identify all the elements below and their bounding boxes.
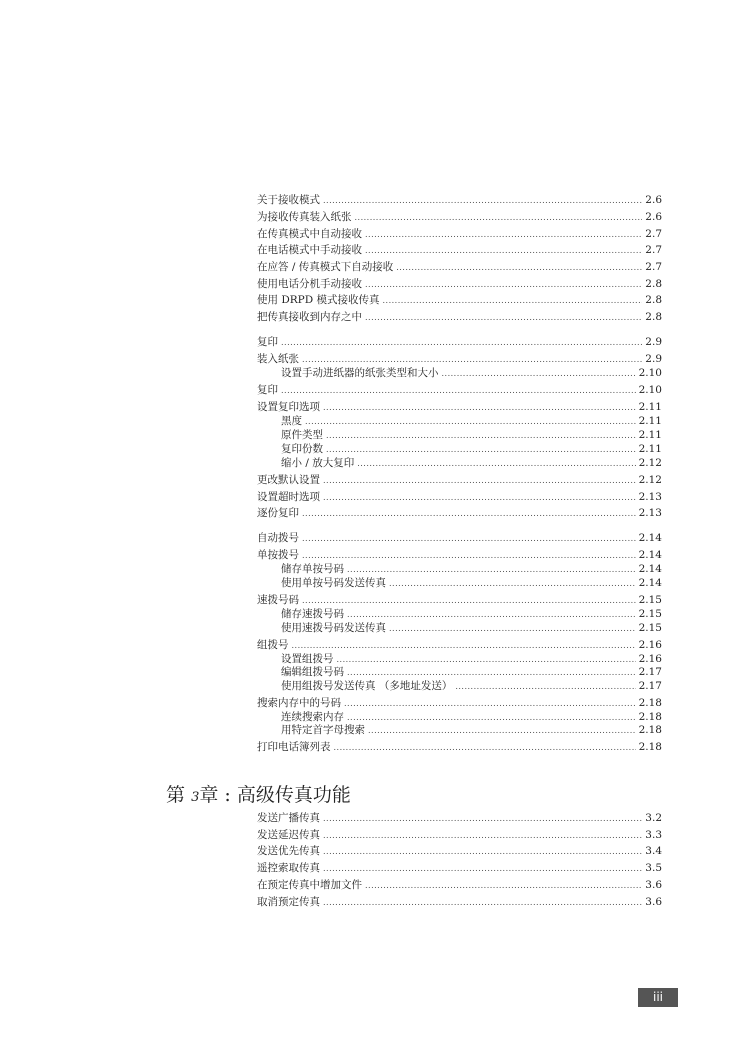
toc-subentry[interactable] <box>281 652 662 666</box>
dot-leader <box>302 507 636 521</box>
dot-leader <box>302 594 636 608</box>
dot-leader <box>302 549 636 563</box>
toc-entry-title: 储存速拨号码 <box>281 608 344 620</box>
toc-subentry[interactable] <box>281 366 662 380</box>
toc-entry-page: 2.17 <box>638 680 662 692</box>
dot-leader <box>368 724 636 738</box>
toc-entry[interactable] <box>257 335 662 349</box>
toc-subentry[interactable] <box>281 442 662 456</box>
toc-entry[interactable] <box>257 593 662 607</box>
toc-entry-page: 2.10 <box>638 384 662 396</box>
toc-entry-page: 2.12 <box>638 474 662 486</box>
dot-leader <box>365 879 642 893</box>
toc-subentry[interactable] <box>281 679 662 693</box>
toc-entry-title: 更改默认设置 <box>257 474 320 486</box>
toc-entry-title: 复印 <box>257 336 278 348</box>
toc-entry[interactable] <box>257 293 662 307</box>
toc-entry-title: 原件类型 <box>281 429 323 441</box>
toc-subentry[interactable] <box>281 723 662 737</box>
toc-entry[interactable] <box>257 383 662 397</box>
toc-entry-title: 使用电话分机手动接收 <box>257 278 362 290</box>
chapter-number: 3 <box>191 790 200 805</box>
toc-entry[interactable] <box>257 548 662 562</box>
toc-entry-page: 2.6 <box>645 211 662 223</box>
toc-entry-page: 2.18 <box>638 741 662 753</box>
toc-entry-title: 装入纸张 <box>257 353 299 365</box>
toc-entry[interactable] <box>257 210 662 224</box>
toc-entry-title: 缩小 / 放大复印 <box>281 457 355 469</box>
dot-leader <box>396 261 642 275</box>
toc-entry-page: 2.17 <box>638 666 662 678</box>
toc-entry-page: 3.4 <box>645 845 662 857</box>
toc-entry[interactable] <box>257 490 662 504</box>
toc-subentry[interactable] <box>281 621 662 635</box>
toc-entry[interactable] <box>257 638 662 652</box>
dot-leader <box>323 194 642 208</box>
toc-entry-title: 在传真模式中自动接收 <box>257 228 362 240</box>
toc-subentry[interactable] <box>281 414 662 428</box>
dot-leader <box>323 474 636 488</box>
dot-leader <box>355 211 643 225</box>
dot-leader <box>455 680 635 694</box>
toc-entry-page: 2.11 <box>638 443 662 455</box>
toc-entry-page: 3.5 <box>645 862 662 874</box>
toc-entry-page: 2.13 <box>638 491 662 503</box>
toc-entry-title: 设置复印选项 <box>257 401 320 413</box>
toc-entry-page: 2.16 <box>638 653 662 665</box>
toc-entry-title: 发送优先传真 <box>257 845 320 857</box>
toc-entry-page: 3.2 <box>645 812 662 824</box>
toc-entry[interactable] <box>257 400 662 414</box>
toc-entry-title: 发送广播传真 <box>257 812 320 824</box>
toc-entry-page: 2.8 <box>645 294 662 306</box>
toc-entry-title: 复印份数 <box>281 443 323 455</box>
toc-entry-title: 储存单按号码 <box>281 563 344 575</box>
toc-entry-page: 2.6 <box>645 194 662 206</box>
toc-entry-title: 发送延迟传真 <box>257 829 320 841</box>
dot-leader <box>326 443 636 457</box>
toc-entry-page: 2.13 <box>638 507 662 519</box>
toc-entry-page: 2.14 <box>638 563 662 575</box>
toc-entry-page: 2.18 <box>638 711 662 723</box>
toc-entry-page: 3.3 <box>645 829 662 841</box>
dot-leader <box>357 457 635 471</box>
toc-entry-page: 2.7 <box>645 261 662 273</box>
dot-leader <box>389 577 636 591</box>
toc-entry-title: 设置手动进纸器的纸张类型和大小 <box>281 367 439 379</box>
dot-leader <box>347 563 636 577</box>
dot-leader <box>365 228 642 242</box>
toc-entry-title: 使用速拨号码发送传真 <box>281 622 386 634</box>
toc-entry-title: 单按拨号 <box>257 549 299 561</box>
dot-leader <box>302 532 636 546</box>
toc-entry-title: 把传真接收到内存之中 <box>257 311 362 323</box>
dot-leader <box>347 666 636 680</box>
dot-leader <box>305 415 636 429</box>
chapter-heading <box>166 782 351 811</box>
toc-subentry[interactable] <box>281 428 662 442</box>
dot-leader <box>334 741 636 755</box>
toc-entry-title: 关于接收模式 <box>257 194 320 206</box>
dot-leader <box>365 278 642 292</box>
dot-leader <box>323 845 642 859</box>
dot-leader <box>365 244 642 258</box>
dot-leader <box>281 336 642 350</box>
toc-entry-page: 2.14 <box>638 549 662 561</box>
toc-entry-page: 2.15 <box>638 622 662 634</box>
toc-entry[interactable] <box>257 260 662 274</box>
toc-entry[interactable] <box>257 531 662 545</box>
toc-entry-title: 编辑组拨号码 <box>281 666 344 678</box>
toc-subentry[interactable] <box>281 710 662 724</box>
toc-entry-page: 2.16 <box>638 639 662 651</box>
toc-entry-title: 组拨号 <box>257 639 289 651</box>
toc-entry[interactable] <box>257 193 662 207</box>
toc-entry-title: 设置组拨号 <box>281 653 334 665</box>
dot-leader <box>302 353 642 367</box>
dot-leader <box>389 622 636 636</box>
toc-entry-title: 为接收传真装入纸张 <box>257 211 352 223</box>
toc-entry[interactable] <box>257 352 662 366</box>
toc-entry-title: 自动拨号 <box>257 532 299 544</box>
toc-entry-title: 搜索内存中的号码 <box>257 697 341 709</box>
toc-entry[interactable] <box>257 828 662 842</box>
toc-subentry[interactable] <box>281 576 662 590</box>
toc-entry-page: 3.6 <box>645 879 662 891</box>
toc-entry-title: 用特定首字母搜索 <box>281 724 365 736</box>
dot-leader <box>344 697 636 711</box>
toc-entry[interactable] <box>257 696 662 710</box>
toc-entry-title: 在电话模式中手动接收 <box>257 244 362 256</box>
toc-entry-title: 复印 <box>257 384 278 396</box>
dot-leader <box>382 294 642 308</box>
toc-entry-title: 在预定传真中增加文件 <box>257 879 362 891</box>
dot-leader <box>292 639 636 653</box>
chapter-title: 高级传真功能 <box>236 784 351 806</box>
toc-entry[interactable] <box>257 310 662 324</box>
toc-entry-title: 黑度 <box>281 415 302 427</box>
toc-entry[interactable] <box>257 878 662 892</box>
toc-entry[interactable] <box>257 895 662 909</box>
dot-leader <box>347 608 636 622</box>
chapter-suffix: 章 : <box>199 784 231 806</box>
dot-leader <box>323 862 642 876</box>
dot-leader <box>442 367 636 381</box>
toc-entry-page: 2.9 <box>645 336 662 348</box>
chapter-prefix: 第 <box>166 784 186 806</box>
dot-leader <box>326 429 636 443</box>
toc-entry-page: 3.6 <box>645 896 662 908</box>
toc-entry-page: 2.8 <box>645 311 662 323</box>
toc-entry-title: 遥控索取传真 <box>257 862 320 874</box>
toc-entry-page: 2.18 <box>638 697 662 709</box>
toc-entry-page: 2.11 <box>638 401 662 413</box>
dot-leader <box>323 896 642 910</box>
toc-entry-title: 使用组拨号发送传真 （多地址发送） <box>281 680 453 692</box>
toc-entry-title: 在应答 / 传真模式下自动接收 <box>257 261 394 273</box>
toc-entry-page: 2.11 <box>638 429 662 441</box>
toc-entry-page: 2.9 <box>645 353 662 365</box>
page-number: iii <box>638 988 678 1007</box>
toc-entry-title: 取消预定传真 <box>257 896 320 908</box>
toc-subentry[interactable] <box>281 456 662 470</box>
dot-leader <box>365 311 642 325</box>
toc-entry-title: 设置超时选项 <box>257 491 320 503</box>
toc-entry-page: 2.15 <box>638 594 662 606</box>
toc-entry-page: 2.14 <box>638 577 662 589</box>
dot-leader <box>281 384 636 398</box>
toc-entry-page: 2.14 <box>638 532 662 544</box>
toc-entry-page: 2.18 <box>638 724 662 736</box>
toc-entry-title: 逐份复印 <box>257 507 299 519</box>
dot-leader <box>323 401 636 415</box>
toc-subentry[interactable] <box>281 607 662 621</box>
toc-entry[interactable] <box>257 277 662 291</box>
toc-entry-title: 使用单按号码发送传真 <box>281 577 386 589</box>
toc-entry-page: 2.7 <box>645 228 662 240</box>
toc-entry-page: 2.7 <box>645 244 662 256</box>
toc-entry[interactable] <box>257 740 662 754</box>
toc-entry-page: 2.15 <box>638 608 662 620</box>
toc-entry-page: 2.10 <box>638 367 662 379</box>
toc-entry-page: 2.12 <box>638 457 662 469</box>
toc-entry-page: 2.11 <box>638 415 662 427</box>
toc-entry[interactable] <box>257 506 662 520</box>
toc-entry-title: 速拨号码 <box>257 594 299 606</box>
toc-entry[interactable] <box>257 844 662 858</box>
toc-entry-title: 连续搜索内存 <box>281 711 344 723</box>
toc-entry[interactable] <box>257 243 662 257</box>
toc-entry-page: 2.8 <box>645 278 662 290</box>
dot-leader <box>323 829 642 843</box>
toc-entry[interactable] <box>257 861 662 875</box>
toc-entry-title: 使用 DRPD 模式接收传真 <box>257 294 380 306</box>
toc-subentry[interactable] <box>281 665 662 679</box>
toc-entry-title: 打印电话簿列表 <box>257 741 331 753</box>
toc-subentry[interactable] <box>281 562 662 576</box>
dot-leader <box>323 491 636 505</box>
toc-entry[interactable] <box>257 227 662 241</box>
toc-entry[interactable] <box>257 811 662 825</box>
toc-entry[interactable] <box>257 473 662 487</box>
dot-leader <box>323 812 642 826</box>
